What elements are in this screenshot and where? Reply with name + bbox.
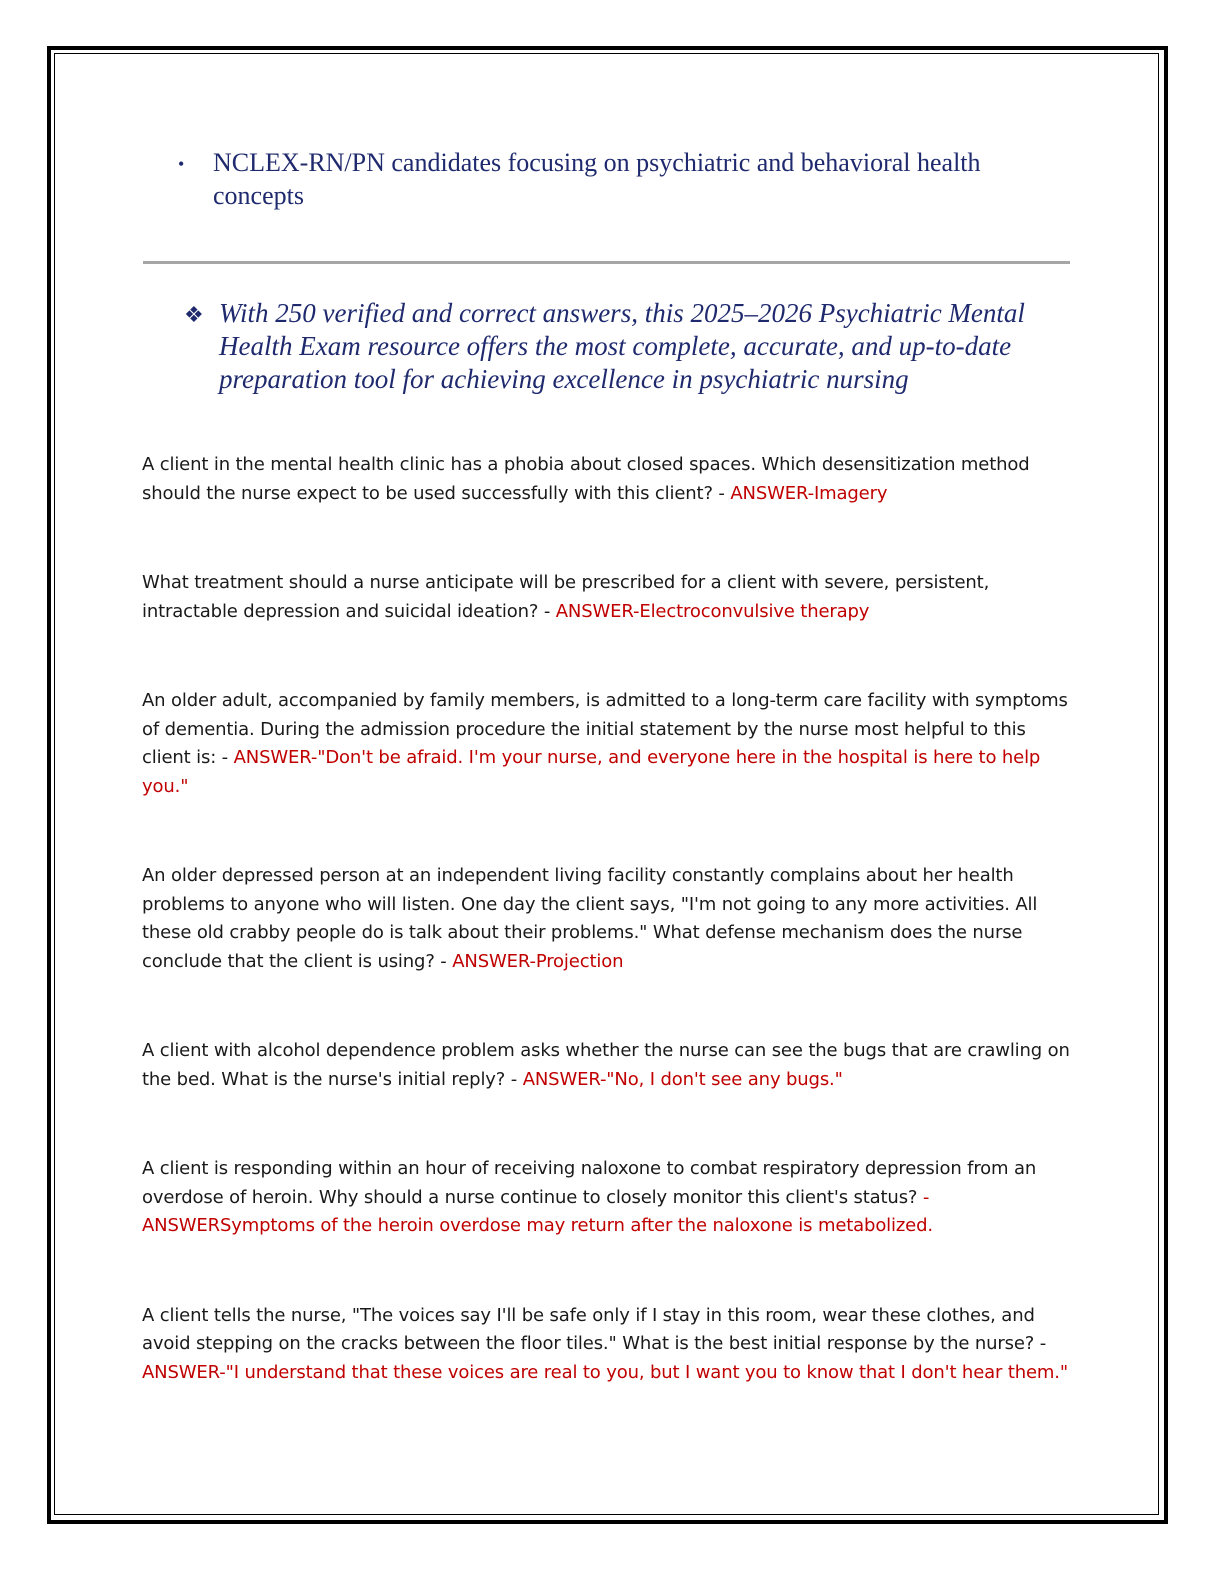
qa-item <box>142 1155 1077 1241</box>
bullet-icon: • <box>178 154 185 174</box>
qa-item <box>142 569 1077 626</box>
highlight-text: With 250 verified and correct answers, this 2025–2026 Psychiatric Mental Health Exam resource offers the most complete, accurate, and up-to-date preparation tool for achieving excellence in psychiatric nursing <box>219 298 1025 394</box>
qa-item <box>142 687 1077 801</box>
qa-item <box>142 862 1077 976</box>
question-text: An older depressed person at an independent living facility constantly complains about her health problems to anyone who will listen. One day the client says, "I'm not going to any more activities. All these old crabby people do is talk about their problems." What defense mechanism does the nurse conclude that the client is using? - <box>142 865 1043 972</box>
audience-bullet-text: NCLEX-RN/PN candidates focusing on psychiatric and behavioral health concepts <box>213 148 981 210</box>
question-answer-list <box>142 451 1077 1387</box>
answer-text: ANSWER-"No, I don't see any bugs." <box>522 1068 843 1090</box>
qa-item <box>142 1037 1077 1094</box>
question-text: A client in the mental health clinic has a phobia about closed spaces. Which desensitization method should the nurse expect to be used successfully with this client? - <box>142 454 1036 504</box>
answer-text: ANSWER-Imagery <box>730 482 888 504</box>
answer-text: ANSWER-Electroconvulsive therapy <box>555 600 870 622</box>
highlight-statement <box>184 297 1064 396</box>
question-text: A client is responding within an hour of receiving naloxone to combat respiratory depression from an overdose of heroin. Why should a nurse continue to closely monitor this client's status? <box>142 1158 1042 1208</box>
answer-text: ANSWER-"I understand that these voices are real to you, but I want you to know that I don't hear them." <box>142 1361 1068 1383</box>
question-text: A client with alcohol dependence problem asks whether the nurse can see the bugs that are crawling on the bed. What is the nurse's initial reply? - <box>142 1040 1076 1090</box>
horizontal-divider <box>143 261 1070 264</box>
question-text: An older adult, accompanied by family members, is admitted to a long-term care facility with symptoms of dementia. During the admission procedure the initial statement by the nurse most helpful to this client is: - <box>142 690 1074 768</box>
question-text: What treatment should a nurse anticipate will be prescribed for a client with severe, persistent, intractable depression and suicidal ideation? - <box>142 572 995 622</box>
answer-text: ANSWER-"Don't be afraid. I'm your nurse, and everyone here in the hospital is here to help you." <box>142 747 1046 797</box>
question-text: A client tells the nurse, "The voices say I'll be safe only if I stay in this room, wear these clothes, and avoid stepping on the cracks between the floor tiles." What is the best initial response by the nurse? - <box>142 1304 1052 1354</box>
qa-item <box>142 451 1077 508</box>
diamond-bullet-icon: ❖ <box>184 302 204 327</box>
audience-bullet-item <box>178 146 1058 212</box>
qa-item <box>142 1302 1077 1388</box>
answer-text: ANSWER-Projection <box>452 950 624 972</box>
audience-section <box>178 146 1058 212</box>
answer-text: - ANSWERSymptoms of the heroin overdose may return after the naloxone is metabolized. <box>142 1186 935 1236</box>
